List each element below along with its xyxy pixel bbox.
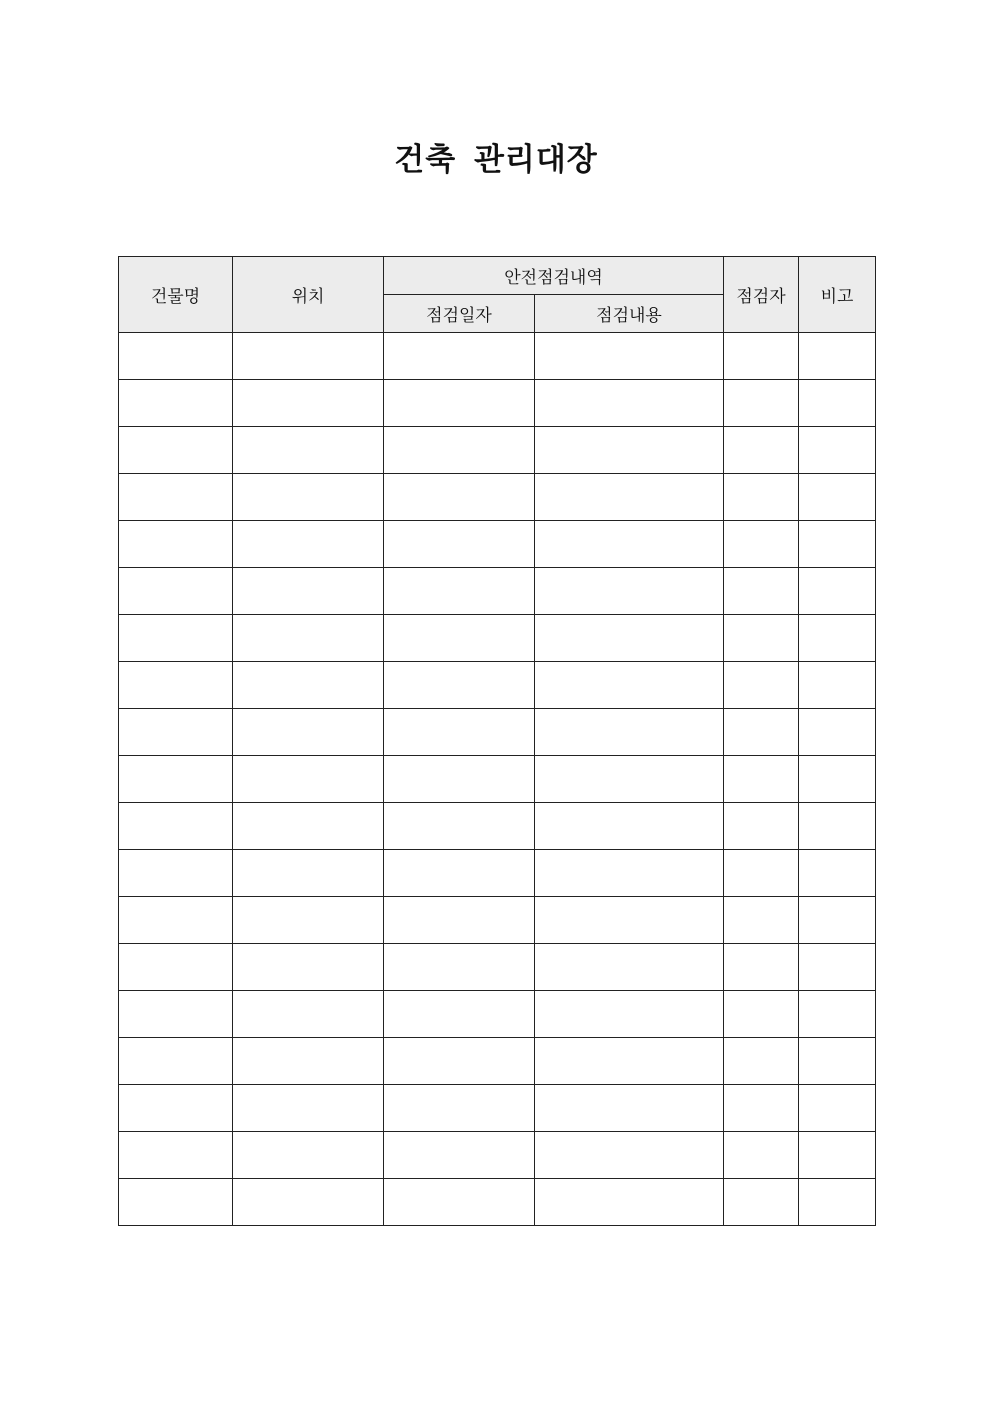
table-row xyxy=(119,897,876,944)
cell-building-name[interactable] xyxy=(119,850,233,897)
cell-remarks[interactable] xyxy=(799,1038,876,1085)
cell-inspector[interactable] xyxy=(724,850,799,897)
cell-check-content[interactable] xyxy=(535,427,724,474)
table-row xyxy=(119,991,876,1038)
table-row xyxy=(119,1132,876,1179)
cell-building-name[interactable] xyxy=(119,756,233,803)
cell-check-date[interactable] xyxy=(384,803,535,850)
cell-location[interactable] xyxy=(233,991,384,1038)
cell-location[interactable] xyxy=(233,709,384,756)
cell-building-name[interactable] xyxy=(119,521,233,568)
cell-inspector[interactable] xyxy=(724,1038,799,1085)
cell-inspector[interactable] xyxy=(724,521,799,568)
cell-inspector[interactable] xyxy=(724,803,799,850)
cell-remarks[interactable] xyxy=(799,803,876,850)
cell-check-date[interactable] xyxy=(384,615,535,662)
header-inspector: 점검자 xyxy=(724,257,799,333)
cell-location[interactable] xyxy=(233,380,384,427)
cell-remarks[interactable] xyxy=(799,991,876,1038)
cell-building-name[interactable] xyxy=(119,427,233,474)
cell-building-name[interactable] xyxy=(119,1085,233,1132)
cell-check-content[interactable] xyxy=(535,1132,724,1179)
cell-remarks[interactable] xyxy=(799,427,876,474)
cell-remarks[interactable] xyxy=(799,568,876,615)
cell-check-date[interactable] xyxy=(384,521,535,568)
table-body xyxy=(119,333,876,1226)
table-row xyxy=(119,944,876,991)
header-check-content: 점검내용 xyxy=(535,295,724,333)
cell-check-date[interactable] xyxy=(384,662,535,709)
cell-remarks[interactable] xyxy=(799,380,876,427)
table-row xyxy=(119,521,876,568)
cell-check-content[interactable] xyxy=(535,709,724,756)
cell-check-content[interactable] xyxy=(535,803,724,850)
cell-inspector[interactable] xyxy=(724,944,799,991)
cell-check-content[interactable] xyxy=(535,756,724,803)
cell-remarks[interactable] xyxy=(799,474,876,521)
cell-check-content[interactable] xyxy=(535,333,724,380)
cell-building-name[interactable] xyxy=(119,897,233,944)
cell-check-date[interactable] xyxy=(384,1132,535,1179)
cell-building-name[interactable] xyxy=(119,991,233,1038)
cell-building-name[interactable] xyxy=(119,333,233,380)
cell-building-name[interactable] xyxy=(119,709,233,756)
cell-inspector[interactable] xyxy=(724,662,799,709)
table-row xyxy=(119,803,876,850)
cell-remarks[interactable] xyxy=(799,709,876,756)
table-row xyxy=(119,333,876,380)
header-remarks: 비고 xyxy=(799,257,876,333)
cell-inspector[interactable] xyxy=(724,474,799,521)
cell-inspector[interactable] xyxy=(724,709,799,756)
cell-check-date[interactable] xyxy=(384,897,535,944)
cell-inspector[interactable] xyxy=(724,568,799,615)
cell-check-date[interactable] xyxy=(384,568,535,615)
cell-building-name[interactable] xyxy=(119,662,233,709)
cell-check-content[interactable] xyxy=(535,662,724,709)
table-row xyxy=(119,427,876,474)
cell-remarks[interactable] xyxy=(799,756,876,803)
cell-location[interactable] xyxy=(233,615,384,662)
cell-check-content[interactable] xyxy=(535,897,724,944)
cell-building-name[interactable] xyxy=(119,1179,233,1226)
cell-location[interactable] xyxy=(233,427,384,474)
cell-check-content[interactable] xyxy=(535,568,724,615)
cell-building-name[interactable] xyxy=(119,1132,233,1179)
table-row xyxy=(119,662,876,709)
table-row xyxy=(119,709,876,756)
cell-check-content[interactable] xyxy=(535,474,724,521)
cell-location[interactable] xyxy=(233,662,384,709)
cell-check-date[interactable] xyxy=(384,427,535,474)
cell-check-date[interactable] xyxy=(384,474,535,521)
cell-inspector[interactable] xyxy=(724,333,799,380)
cell-location[interactable] xyxy=(233,333,384,380)
cell-remarks[interactable] xyxy=(799,897,876,944)
cell-check-date[interactable] xyxy=(384,333,535,380)
cell-check-content[interactable] xyxy=(535,944,724,991)
cell-check-content[interactable] xyxy=(535,1085,724,1132)
header-check-date: 점검일자 xyxy=(384,295,535,333)
cell-remarks[interactable] xyxy=(799,1179,876,1226)
table-row xyxy=(119,1179,876,1226)
cell-building-name[interactable] xyxy=(119,944,233,991)
cell-check-date[interactable] xyxy=(384,1085,535,1132)
cell-check-date[interactable] xyxy=(384,709,535,756)
cell-remarks[interactable] xyxy=(799,1132,876,1179)
cell-remarks[interactable] xyxy=(799,615,876,662)
table-header-row xyxy=(119,257,876,295)
cell-remarks[interactable] xyxy=(799,944,876,991)
building-management-table xyxy=(118,256,876,1226)
cell-building-name[interactable] xyxy=(119,1038,233,1085)
cell-building-name[interactable] xyxy=(119,803,233,850)
cell-inspector[interactable] xyxy=(724,991,799,1038)
cell-check-date[interactable] xyxy=(384,944,535,991)
cell-inspector[interactable] xyxy=(724,756,799,803)
cell-check-date[interactable] xyxy=(384,380,535,427)
cell-check-content[interactable] xyxy=(535,1038,724,1085)
cell-building-name[interactable] xyxy=(119,474,233,521)
cell-check-content[interactable] xyxy=(535,850,724,897)
cell-location[interactable] xyxy=(233,1038,384,1085)
cell-inspector[interactable] xyxy=(724,380,799,427)
cell-location[interactable] xyxy=(233,803,384,850)
cell-inspector[interactable] xyxy=(724,615,799,662)
cell-remarks[interactable] xyxy=(799,1085,876,1132)
cell-location[interactable] xyxy=(233,474,384,521)
cell-building-name[interactable] xyxy=(119,615,233,662)
cell-inspector[interactable] xyxy=(724,1085,799,1132)
cell-inspector[interactable] xyxy=(724,427,799,474)
cell-remarks[interactable] xyxy=(799,662,876,709)
cell-inspector[interactable] xyxy=(724,1132,799,1179)
cell-check-content[interactable] xyxy=(535,380,724,427)
header-safety-check-group: 안전점검내역 xyxy=(384,257,724,295)
header-building-name: 건물명 xyxy=(119,257,233,333)
table-row xyxy=(119,850,876,897)
cell-location[interactable] xyxy=(233,1132,384,1179)
cell-check-content[interactable] xyxy=(535,615,724,662)
cell-check-date[interactable] xyxy=(384,850,535,897)
cell-building-name[interactable] xyxy=(119,568,233,615)
table-row xyxy=(119,474,876,521)
cell-remarks[interactable] xyxy=(799,333,876,380)
cell-location[interactable] xyxy=(233,1179,384,1226)
cell-check-date[interactable] xyxy=(384,991,535,1038)
cell-check-date[interactable] xyxy=(384,1179,535,1226)
cell-check-date[interactable] xyxy=(384,756,535,803)
cell-location[interactable] xyxy=(233,850,384,897)
cell-location[interactable] xyxy=(233,568,384,615)
cell-location[interactable] xyxy=(233,944,384,991)
cell-check-content[interactable] xyxy=(535,521,724,568)
table-row xyxy=(119,568,876,615)
header-location: 위치 xyxy=(233,257,384,333)
cell-check-content[interactable] xyxy=(535,991,724,1038)
cell-check-content[interactable] xyxy=(535,1179,724,1226)
cell-location[interactable] xyxy=(233,521,384,568)
cell-inspector[interactable] xyxy=(724,1179,799,1226)
table-row xyxy=(119,1038,876,1085)
cell-remarks[interactable] xyxy=(799,850,876,897)
table-row xyxy=(119,380,876,427)
cell-building-name[interactable] xyxy=(119,380,233,427)
table-row xyxy=(119,756,876,803)
cell-location[interactable] xyxy=(233,1085,384,1132)
table-row xyxy=(119,615,876,662)
page-title: 건축 관리대장 xyxy=(394,142,598,178)
cell-location[interactable] xyxy=(233,897,384,944)
cell-location[interactable] xyxy=(233,756,384,803)
cell-inspector[interactable] xyxy=(724,897,799,944)
cell-check-date[interactable] xyxy=(384,1038,535,1085)
cell-remarks[interactable] xyxy=(799,521,876,568)
table-row xyxy=(119,1085,876,1132)
